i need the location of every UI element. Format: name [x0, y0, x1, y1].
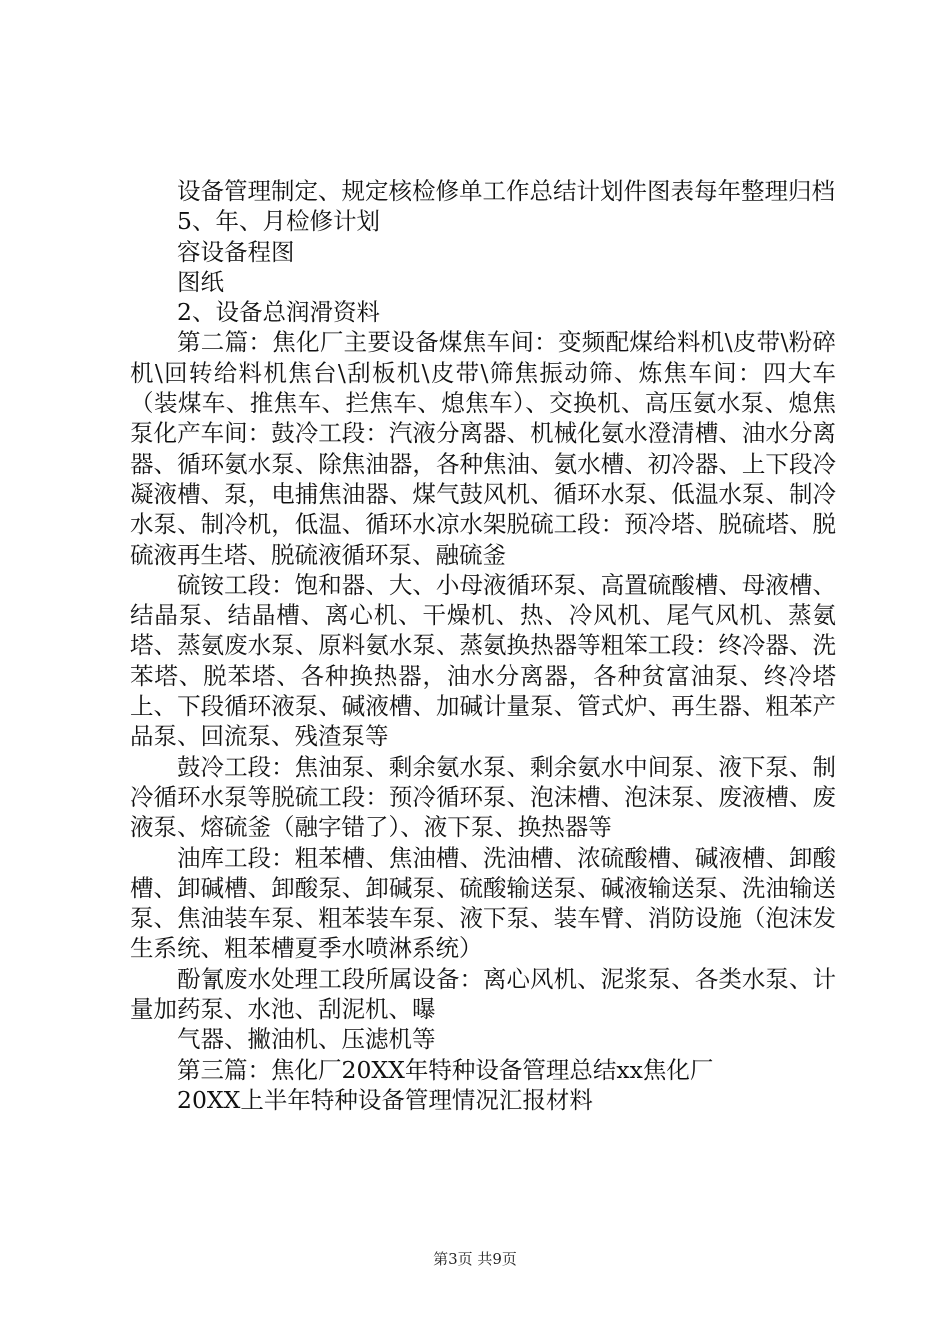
paragraph-oil-depot: 油库工段：粗苯槽、焦油槽、洗油槽、浓硫酸槽、碱液槽、卸酸槽、卸碱槽、卸酸泵、卸碱泵、硫酸输送泵、碱液输送泵、洗油输送泵、焦油装车泵、粗苯装车泵、液下泵、装车臂、消防设施（泡沫发生系统、粗苯槽夏季水喷淋系统）: [130, 843, 836, 963]
paragraph-aerator: 气器、撇油机、压滤机等: [177, 1025, 436, 1054]
paragraph-wastewater: 酚氰废水处理工段所属设备：离心风机、泥浆泵、各类水泵、计量加药泵、水池、刮泥机、曝: [130, 964, 836, 1024]
paragraph-report-title: 20XX上半年特种设备管理情况汇报材料: [177, 1085, 593, 1114]
paragraph-drum-cooling: 鼓冷工段：焦油泵、剩余氨水泵、剩余氨水中间泵、液下泵、制冷循环水泵等脱硫工段：预冷循环泵、泡沫槽、泡沫泵、废液槽、废液泵、熔硫釜（融字错了）、液下泵、换热器等: [130, 752, 836, 842]
paragraph-drawings: 图纸: [177, 267, 224, 296]
paragraph-equipment-archive: 设备管理制定、规定核检修单工作总结计划件图表每年整理归档: [177, 177, 835, 205]
paragraph-equipment-diagram: 容设备程图: [177, 237, 295, 266]
document-body: [130, 176, 836, 1115]
paragraph-maintenance-plan: 5、年、月检修计划: [177, 207, 380, 236]
paragraph-part-three: 第三篇：焦化厂20XX年特种设备管理总结xx焦化厂: [177, 1055, 714, 1084]
paragraph-part-two: 第二篇：焦化厂主要设备煤焦车间：变频配煤给料机\皮带\粉碎机\回转给料机焦台\刮板机\皮带\筛焦振动筛、炼焦车间：四大车（装煤车、推焦车、拦焦车、熄焦车）、交换机、高压氨水泵、熄焦泵化产车间：鼓冷工段：汽液分离器、机械化氨水澄清槽、油水分离器、循环氨水泵、除焦油器，各种焦油、氨水槽、初冷器、上下段冷凝液槽、泵，电捕焦油器、煤气鼓风机、循环水泵、低温水泵、制冷水泵、制冷机，低温、循环水凉水架脱硫工段：预冷塔、脱硫塔、脱硫液再生塔、脱硫液循环泵、融硫釜: [130, 328, 836, 569]
paragraph-lubrication: 2、设备总润滑资料: [177, 298, 380, 327]
page-number: 第3页 共9页: [433, 1250, 517, 1268]
paragraph-ammonium-sulfate: 硫铵工段：饱和器、大、小母液循环泵、高置硫酸槽、母液槽、结晶泵、结晶槽、离心机、干燥机、热、冷风机、尾气风机、蒸氨塔、蒸氨废水泵、原料氨水泵、蒸氨换热器等粗笨工段：终冷器、洗苯塔、脱苯塔、各种换热器，油水分离器，各种贫富油泵、终冷塔上、下段循环液泵、碱液槽、加碱计量泵、管式炉、再生器、粗苯产品泵、回流泵、残渣泵等: [130, 570, 836, 751]
